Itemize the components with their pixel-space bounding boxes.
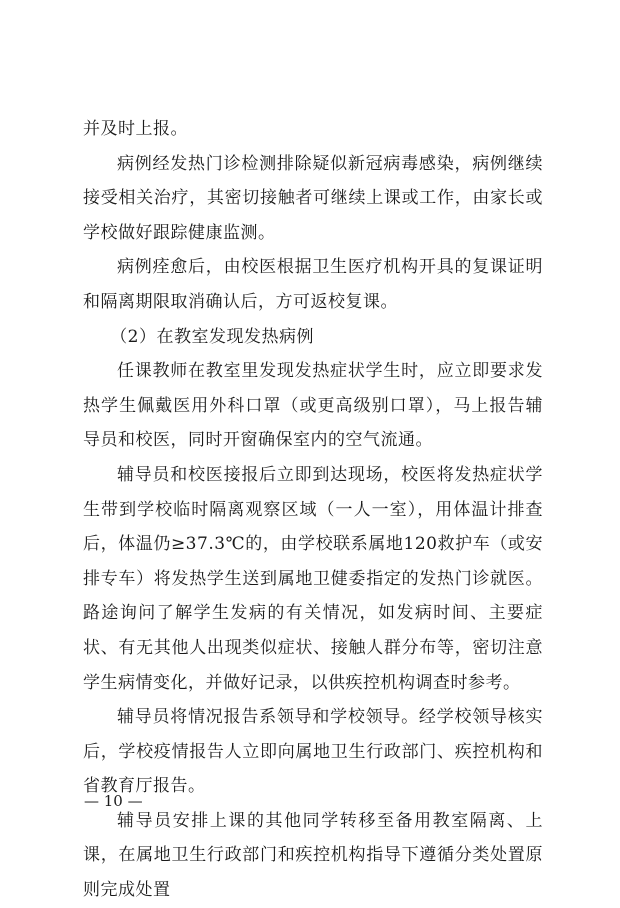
section-heading-classroom-fever: （2）在教室发现发热病例 xyxy=(110,326,315,347)
paragraph-recovery: 病例痊愈后，由校医根据卫生医疗机构开具的复课证明和隔离期限取消确认后，方可返校复课。 xyxy=(83,257,543,312)
paragraph-isolation-procedure: 辅导员和校医接报后立即到达现场，校医将发热症状学生带到学校临时隔离观察区域（一人一室），用体温计排查后，体温仍≥37.3℃的，由学校联系属地120救护车（或安排专车）将发热学生送到属地卫健委指定的发热门诊就医。路途询问了解学生发病的有关情况，如发病时间、主要症状、有无其他人出现类似症状、接触人群分布等，密切注意学生病情变化，并做好记录，以供疾控机构调查时参考。 xyxy=(83,464,543,693)
paragraph-excluded-case: 病例经发热门诊检测排除疑似新冠病毒感染，病例继续接受相关治疗，其密切接触者可继续上课或工作，由家长或学校做好跟踪健康监测。 xyxy=(83,153,543,243)
paragraph-class-transfer: 辅导员安排上课的其他同学转移至备用教室隔离、上课，在属地卫生行政部门和疾控机构指导下遵循分类处置原则完成处置 xyxy=(83,810,543,901)
paragraph-teacher-action: 任课教师在教室里发现发热症状学生时，应立即要求发热学生佩戴医用外科口罩（或更高级别口罩），马上报告辅导员和校医，同时开窗确保室内的空气流通。 xyxy=(83,361,543,451)
page-number: — 10 — xyxy=(84,792,143,810)
paragraph-continuation: 并及时上报。 xyxy=(83,119,188,139)
document-body xyxy=(83,112,543,908)
paragraph-reporting: 辅导员将情况报告系领导和学校领导。经学校领导核实后，学校疫情报告人立即向属地卫生行政部门、疾控机构和省教育厅报告。 xyxy=(83,707,543,797)
